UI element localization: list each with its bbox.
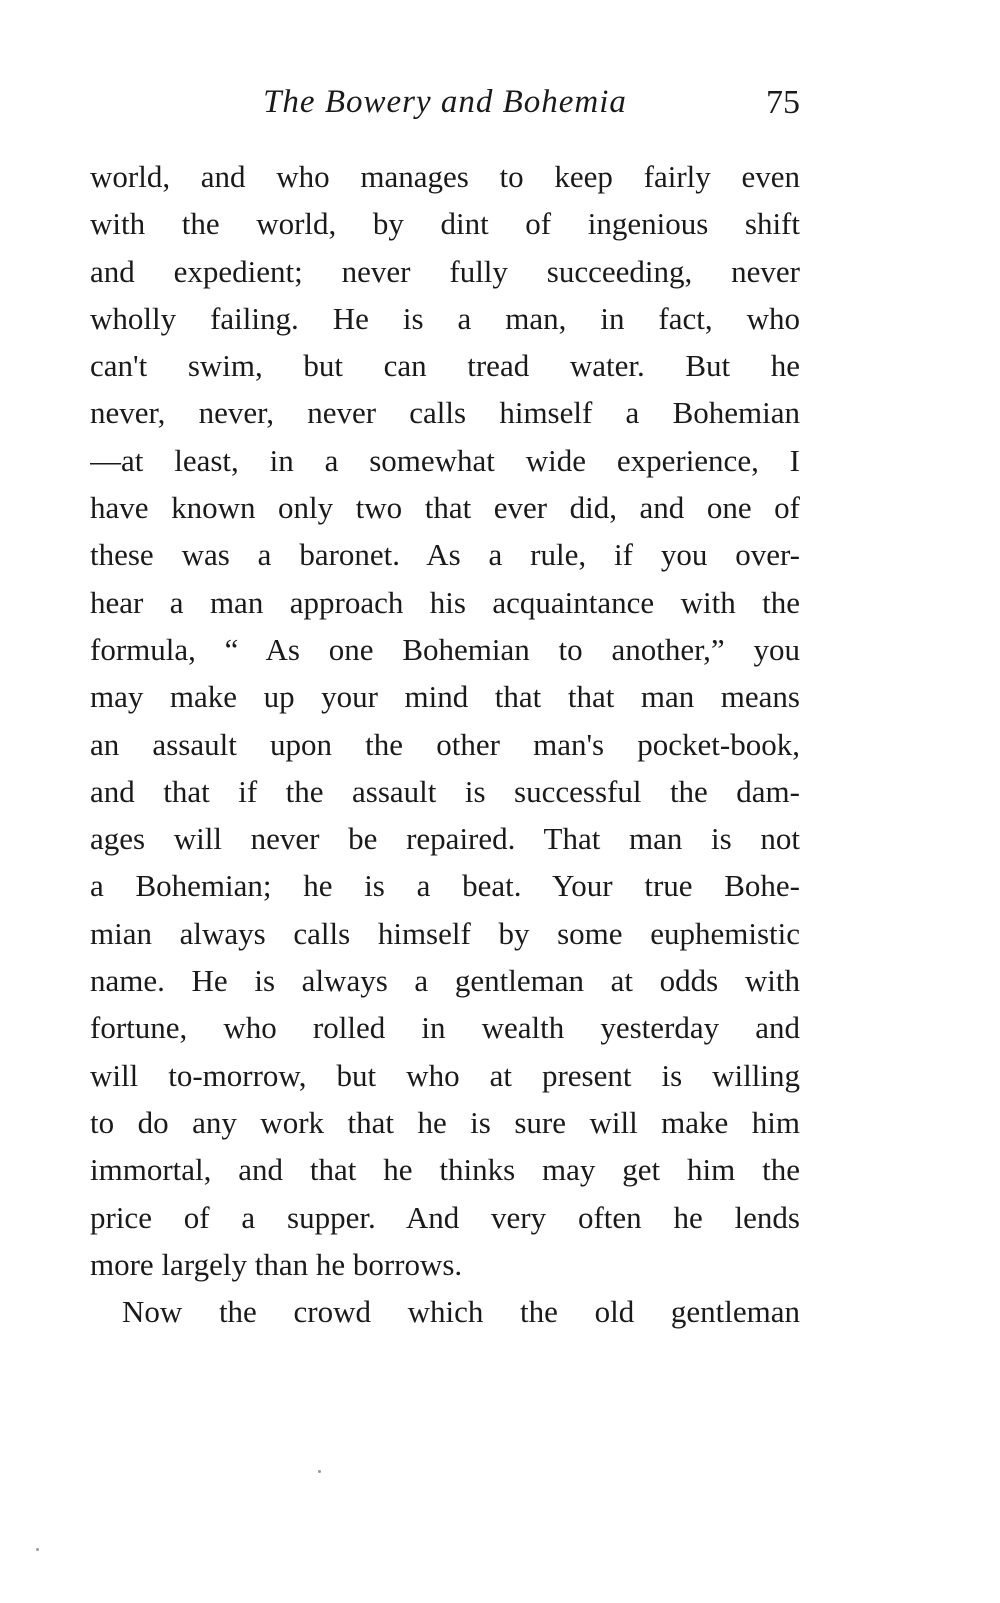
text-line: may make up your mind that that man means bbox=[90, 679, 800, 715]
running-title: The Bowery and Bohemia bbox=[263, 84, 627, 120]
text-line: will to-morrow, but who at present is willing bbox=[90, 1057, 800, 1093]
text-line: mian always calls himself by some euphemistic bbox=[90, 915, 800, 951]
text-line: world, and who manages to keep fairly even bbox=[90, 159, 800, 194]
text-line: have known only two that ever did, and one of bbox=[90, 490, 800, 526]
text-line: to do any work that he is sure will make him bbox=[90, 1104, 800, 1140]
running-head bbox=[90, 78, 800, 128]
text-line: and expedient; never fully succeeding, never bbox=[90, 253, 800, 289]
text-line: hear a man approach his acquaintance with the bbox=[90, 584, 800, 620]
paragraph-start-line: Now the crowd which the old gentleman bbox=[122, 1294, 800, 1330]
text-line: fortune, who rolled in wealth yesterday and bbox=[90, 1010, 800, 1046]
body-text bbox=[90, 153, 800, 1335]
text-line: never, never, never calls himself a Bohemian bbox=[90, 395, 800, 431]
text-line: can't swim, but can tread water. But he bbox=[90, 348, 800, 384]
text-line: and that if the assault is successful the dam- bbox=[90, 773, 800, 809]
text-line: name. He is always a gentleman at odds with bbox=[90, 963, 800, 999]
paper-speck bbox=[318, 1470, 321, 1473]
text-line: a Bohemian; he is a beat. Your true Bohe- bbox=[90, 868, 800, 904]
text-line: price of a supper. And very often he lends bbox=[90, 1199, 800, 1235]
page-number: 75 bbox=[766, 84, 800, 121]
text-line: ages will never be repaired. That man is not bbox=[90, 821, 800, 857]
text-line: immortal, and that he thinks may get him the bbox=[90, 1152, 800, 1188]
text-line: an assault upon the other man's pocket-book, bbox=[90, 726, 800, 762]
paragraph-end-line: more largely than he borrows. bbox=[90, 1246, 463, 1282]
text-line: wholly failing. He is a man, in fact, who bbox=[90, 300, 800, 336]
text-line: with the world, by dint of ingenious shift bbox=[90, 206, 800, 242]
text-line: formula, “ As one Bohemian to another,” you bbox=[90, 631, 800, 667]
text-line: these was a baronet. As a rule, if you over- bbox=[90, 537, 800, 573]
paper-speck bbox=[36, 1548, 39, 1551]
text-line: —at least, in a somewhat wide experience, I bbox=[90, 442, 800, 478]
